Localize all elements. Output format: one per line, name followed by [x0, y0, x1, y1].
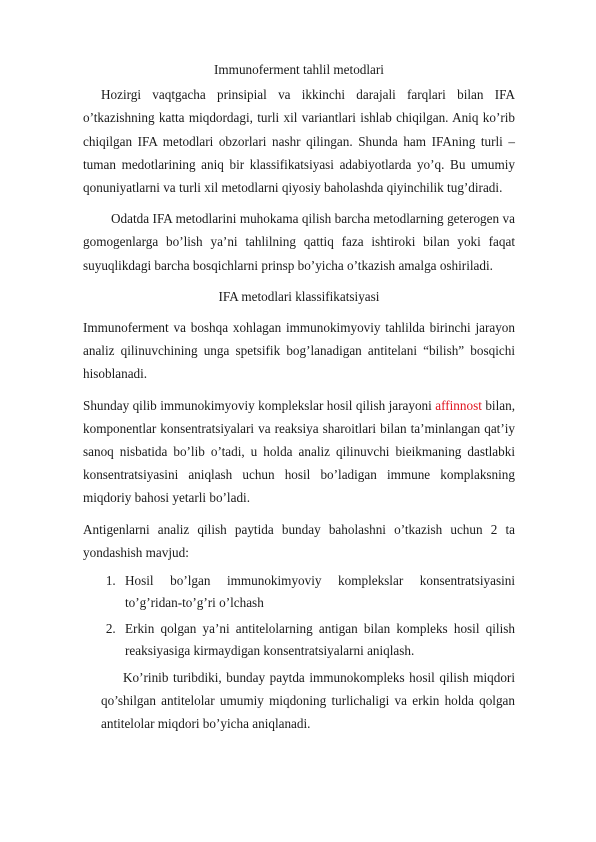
highlighted-term: affinnost [435, 397, 482, 413]
paragraph-complex-formation [83, 394, 515, 510]
approaches-list [83, 570, 515, 662]
paragraph-approaches: Antigenlarni analiz qilish paytida bunday baholashni o’tkazish uchun 2 ta yondashish mavjud: [83, 521, 515, 560]
paragraph-conclusion: Ko’rinib turibdiki, bunday paytda immunokompleks hosil qilish miqdori qo’shilgan antitelolar umumiy miqdoning turlichaligi va erkin holda qolgan antitelolar miqdori bo’yicha aniqlanadi. [101, 670, 515, 732]
paragraph-methods-overview: Odatda IFA metodlarini muhokama qilish barcha metodlarning geterogen va gomogenlarga bo’lish ya’ni tahlilning qattiq faza ishtiroki bilan yoki faqat suyuqlikdagi barcha bosqichlarni prinsp bo’yicha o’tkazish amalga oshiriladi. [83, 211, 515, 273]
section-subtitle: IFA metodlari klassifikatsiyasi [218, 288, 380, 304]
paragraph-complex-formation-end: bilan, komponentlar konsentratsiyalari va reaksiya sharoitlari bilan ta’minlangan qat’iy sanoq nisbatida bo’lib o’tadi, u holda analiz qilinuvchi bieikmaning dastlabki konsentratsiyasini aniqlash uchun hosil bo’ladigan immune komplaksning miqdoriy bahosi yetarli bo’ladi. [83, 397, 515, 506]
list-item: 1. Hosil bo’lgan immunokimyoviy komplekslar konsentratsiyasini to’g’ridan-to’g’ri o’lchash [119, 570, 515, 614]
document-title: Immunoferment tahlil metodlari [214, 62, 384, 77]
paragraph-intro: Hozirgi vaqtgacha prinsipial va ikkinchi darajali farqlari bilan IFA o’tkazishning katta miqdordagi, turli xil variantlari ishlab chiqilgan. Aniq ko’rib chiqilgan IFA metodlari obzorlari nashr qilingan. Shunda ham IFAning turli – tuman medotlarining aniq bir klassifikatsiyasi adabiyotlarda yo’q. Bu umumiy qonuniyatlarni va turli xil metodlarni qiyosiy baholashda qiyinchilik tug’diradi. [83, 87, 515, 196]
paragraph-first-stage: Immunoferment va boshqa xohlagan immunokimyoviy tahlilda birinchi jarayon analiz qilinuvchining unga spetsifik bog’lanadigan antitelani “bilish” bosqichi hisoblanadi. [83, 320, 515, 382]
document-body [83, 58, 515, 736]
paragraph-complex-formation-start: Shunday qilib immunokimyoviy komplekslar hosil qilish jarayoni [83, 397, 436, 413]
list-item: 2. Erkin qolgan ya’ni antitelolarning antigan bilan kompleks hosil qilish reaksiyasiga kirmaydigan konsentratsiyalarni aniqlash. [119, 618, 515, 662]
